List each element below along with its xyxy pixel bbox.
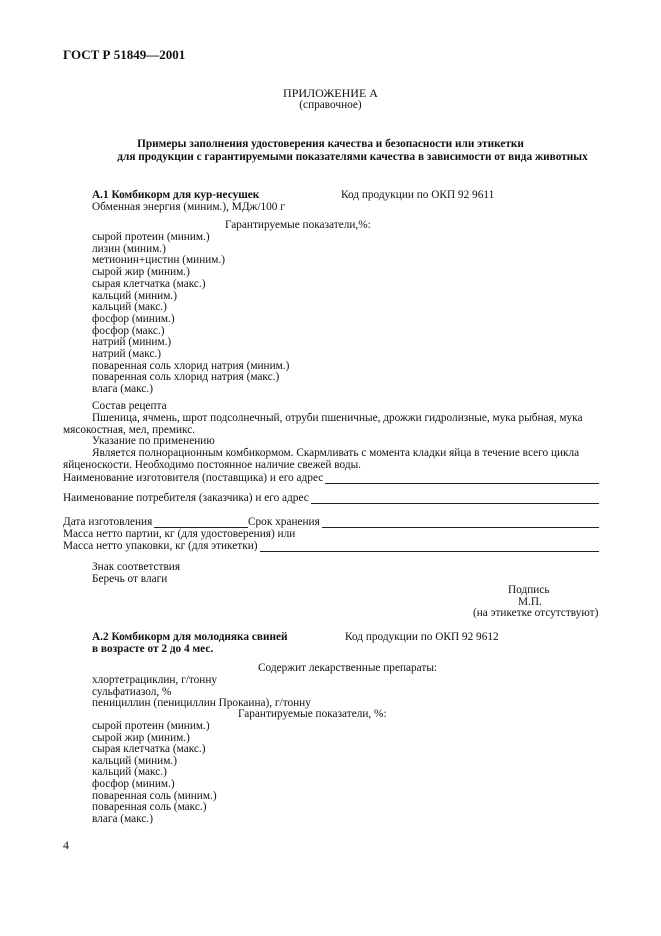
a1-stamp: М.П.: [518, 596, 542, 608]
a1-date-blank[interactable]: [154, 518, 248, 528]
a1-date-field[interactable]: [63, 516, 248, 528]
a1-consumer-label: Наименование потребителя (заказчика) и его адрес: [63, 492, 309, 504]
a1-product-code: Код продукции по ОКП 92 9611: [341, 189, 495, 201]
a1-usage-title: Указание по применению: [92, 435, 215, 447]
indicator-item: фосфор (миним.): [92, 778, 175, 790]
indicator-item: кальций (миним.): [92, 754, 177, 767]
indicator-item: кальций (макс.): [92, 301, 167, 314]
a1-shelf-field[interactable]: [248, 516, 599, 528]
indicator-item: сырая клетчатка (макс.): [92, 743, 206, 756]
a2-drug-item: сульфатиазол, %: [92, 686, 172, 698]
a2-guaranteed-title: Гарантируемые показатели, %:: [238, 708, 387, 720]
indicator-item: сырой протеин (миним.): [92, 720, 210, 732]
section-heading-line2: для продукции с гарантируемыми показателями качества в зависимости от вида животных: [117, 151, 588, 163]
a2-drug-item: пенициллин (пенициллин Прокаина), г/тонну: [92, 697, 311, 709]
indicator-item: поваренная соль (макс.): [92, 801, 207, 814]
a1-recipe-line1: Пшеница, ячмень, шрот подсолнечный, отруби пшеничные, дрожжи гидролизные, мука рыбная, мука: [92, 412, 583, 424]
appendix-subtitle: (справочное): [299, 99, 362, 111]
a2-title-line2: в возрасте от 2 до 4 мес.: [92, 643, 214, 655]
a1-guaranteed-title: Гарантируемые показатели,%:: [225, 219, 371, 231]
a2-product-code: Код продукции по ОКП 92 9612: [345, 631, 499, 643]
indicator-item: кальций (миним.): [92, 289, 177, 302]
a1-consumer-field[interactable]: [63, 492, 599, 504]
indicator-item: натрий (макс.): [92, 348, 162, 360]
a2-drug-item: хлортетрациклин, г/тонну: [92, 674, 218, 686]
indicator-item: сырая клетчатка (макс.): [92, 277, 206, 290]
indicator-item: фосфор (миним.): [92, 312, 175, 325]
a1-manufacturer-label: Наименование изготовителя (поставщика) и его адрес: [63, 472, 324, 484]
indicator-item: сырой протеин (миним.): [92, 231, 210, 243]
a1-recipe-line2: мясокостная, мел, премикс.: [63, 424, 196, 436]
a1-manufacturer-blank[interactable]: [325, 474, 599, 484]
indicator-item: влага (макс.): [92, 383, 153, 396]
a2-drugs-title: Содержит лекарственные препараты:: [258, 662, 438, 674]
indicator-item: натрий (миним.): [92, 336, 172, 349]
a1-mass-pack-blank[interactable]: [260, 542, 599, 552]
a1-shelf-label: Срок хранения: [248, 516, 320, 528]
a1-mass-batch-label: Масса нетто партии, кг (для удостоверения) или: [63, 528, 296, 540]
indicator-item: поваренная соль хлорид натрия (миним.): [92, 359, 290, 372]
a1-shelf-blank[interactable]: [322, 518, 599, 528]
appendix-title: ПРИЛОЖЕНИЕ А: [283, 86, 378, 100]
a1-stamp-note: (на этикетке отсутствуют): [473, 607, 599, 619]
indicator-item: сырой жир (миним.): [92, 266, 190, 279]
a1-usage-line2: яйценоскости. Необходимо постоянное наличие свежей воды.: [63, 459, 361, 471]
indicator-item: лизин (миним.): [92, 242, 166, 255]
indicator-item: кальций (макс.): [92, 766, 167, 779]
document-code-header: ГОСТ Р 51849—2001: [63, 47, 186, 62]
section-heading-line1: Примеры заполнения удостоверения качества и безопасности или этикетки: [137, 138, 524, 150]
a1-mass-pack-label: Масса нетто упаковки, кг (для этикетки): [63, 540, 258, 552]
indicator-item: влага (макс.): [92, 812, 153, 825]
a1-keep-dry: Беречь от влаги: [92, 573, 168, 585]
a1-conformity-mark: Знак соответствия: [92, 561, 181, 573]
a1-consumer-blank[interactable]: [311, 494, 599, 504]
a1-energy: Обменная энергия (миним.), МДж/100 г: [92, 201, 285, 213]
a1-manufacturer-field[interactable]: [63, 472, 599, 484]
a1-recipe-title: Состав рецепта: [92, 400, 167, 412]
indicator-item: поваренная соль хлорид натрия (макс.): [92, 371, 280, 384]
a1-date-label: Дата изготовления: [63, 516, 153, 528]
indicator-item: поваренная соль (миним.): [92, 789, 217, 802]
indicator-item: метионин+цистин (миним.): [92, 254, 226, 267]
page-number: 4: [63, 838, 69, 852]
indicator-item: фосфор (макс.): [92, 324, 165, 337]
a1-signature: Подпись: [508, 584, 550, 596]
a1-title: А.1 Комбикорм для кур-несушек: [92, 189, 260, 201]
a2-title-line1: А.2 Комбикорм для молодняка свиней: [92, 631, 288, 643]
a1-usage-line1: Является полнорационным комбикормом. Скармливать с момента кладки яйца в течение всего цикла: [92, 447, 580, 459]
indicator-item: сырой жир (миним.): [92, 731, 190, 744]
a1-mass-pack-field[interactable]: [63, 540, 599, 552]
